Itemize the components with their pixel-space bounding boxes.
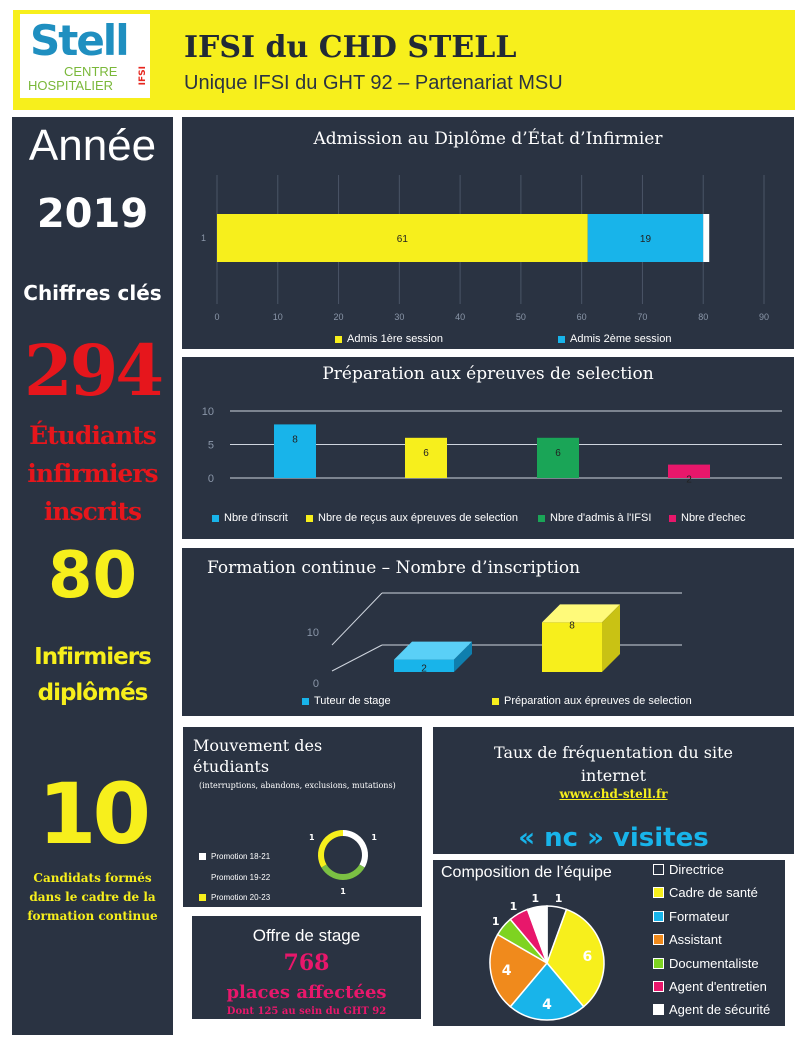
- taux-panel: [433, 727, 794, 854]
- page-subtitle: Unique IFSI du GHT 92 – Partenariat MSU: [184, 72, 563, 94]
- y-tick-label: 0: [312, 678, 319, 690]
- x-tick-label: 90: [758, 312, 770, 322]
- offre-panel: [192, 916, 421, 1019]
- preparation-bar-label: 6: [423, 447, 429, 459]
- preparation-bar-label: 2: [686, 474, 692, 486]
- legend-swatch: [653, 981, 664, 992]
- legend-swatch: [306, 515, 313, 522]
- pie-value-label: 4: [542, 997, 552, 1014]
- preparation-chart-title: Préparation aux épreuves de selection: [322, 364, 654, 384]
- donut-segment: [324, 866, 362, 877]
- formation-bar-label: 2: [421, 663, 427, 675]
- donut-value-label: 1: [309, 833, 315, 842]
- legend-promo-2023: Promotion 20-23: [199, 893, 270, 902]
- legend-tuteur: Tuteur de stage: [302, 695, 391, 707]
- mouvement-title: Mouvement des étudiants: [193, 736, 323, 776]
- donut-segment: [321, 833, 343, 866]
- mouvement-subtitle: (interruptions, abandons, exclusions, mutations): [199, 781, 396, 790]
- pie-value-label: 1: [491, 914, 500, 928]
- logo-tag: IFSI: [138, 66, 148, 86]
- admission-chart-panel: [182, 117, 794, 349]
- pie-value-label: 4: [501, 963, 512, 980]
- formation-chart-title: Formation continue – Nombre d’inscription: [207, 558, 581, 578]
- x-tick-label: 80: [698, 312, 709, 322]
- legend-swatch: [558, 336, 565, 343]
- equipe-legend-item: [653, 862, 724, 877]
- legend-swatch: [653, 934, 664, 945]
- x-tick-label: 70: [637, 312, 648, 322]
- wall-edge: [332, 593, 382, 645]
- x-tick-label: 40: [455, 312, 466, 322]
- offre-label: places affectées: [226, 982, 387, 1003]
- students-label: Étudiants infirmiers inscrits: [27, 421, 158, 526]
- pie-value-label: 1: [531, 892, 540, 906]
- x-tick-label: 20: [333, 312, 344, 322]
- legend-admis-2: Admis 2ème session: [558, 333, 672, 345]
- y-tick-label: 0: [207, 473, 214, 485]
- page-title: IFSI du CHD STELL: [184, 30, 517, 65]
- equipe-legend-item: [653, 885, 758, 900]
- legend-swatch: [212, 515, 219, 522]
- legend-swatch: [653, 911, 664, 922]
- donut-value-label: 1: [371, 833, 377, 842]
- hospital-logo: [20, 14, 150, 98]
- key-figures-column: [12, 117, 173, 1035]
- equipe-legend-label: Formateur: [669, 908, 729, 924]
- legend-swatch: [653, 958, 664, 969]
- taux-title: Taux de fréquentation du site internet: [494, 743, 733, 785]
- legend-admis-ifsi: Nbre d'admis à l'IFSI: [538, 512, 651, 524]
- legend-preparation: Préparation aux épreuves de selection: [492, 695, 692, 707]
- x-tick-label: 60: [576, 312, 587, 322]
- students-count: 294: [23, 329, 162, 412]
- equipe-legend-item: [653, 1002, 770, 1017]
- equipe-legend-item: [653, 932, 722, 947]
- equipe-legend-label: Agent d'entretien: [669, 979, 767, 994]
- logo-brand: Stell: [30, 16, 128, 65]
- equipe-legend-label: Directrice: [669, 862, 724, 877]
- legend-swatch: [335, 336, 342, 343]
- y-tick-label: 5: [207, 439, 214, 452]
- offre-count: 768: [283, 950, 330, 976]
- preparation-chart-panel: [182, 357, 794, 539]
- year-value: 2019: [36, 191, 149, 237]
- preparation-bar-label: 8: [292, 434, 298, 446]
- legend-admis-1: Admis 1ère session: [335, 333, 443, 345]
- admission-chart-title: Admission au Diplôme d’État d’Infirmier: [313, 129, 663, 149]
- wall-edge: [332, 645, 382, 671]
- legend-swatch: [653, 1004, 664, 1015]
- equipe-legend-label: Agent de sécurité: [669, 1002, 771, 1018]
- legend-swatch: [653, 887, 664, 898]
- visits-count: « nc » visites: [518, 823, 709, 853]
- legend-swatch: [669, 515, 676, 522]
- donut-value-label: 1: [340, 887, 346, 896]
- y-tick-label: 10: [306, 627, 319, 639]
- equipe-legend-item: [653, 956, 759, 971]
- equipe-panel: [433, 860, 785, 1026]
- x-tick-label: 50: [515, 312, 526, 322]
- logo-line1: CENTRE: [64, 64, 118, 79]
- training-label: Candidats formés dans le cadre de la formation continue: [27, 871, 158, 923]
- chiffres-cles-heading: Chiffres clés: [23, 281, 162, 305]
- legend-echec: Nbre d'echec: [669, 512, 745, 524]
- legend-swatch: [302, 698, 309, 705]
- legend-swatch: [492, 698, 499, 705]
- equipe-legend-label: Assistant: [669, 932, 722, 948]
- training-count: 10: [38, 765, 147, 863]
- offre-subtitle: Dont 125 au sein du GHT 92: [226, 1006, 387, 1017]
- pie-value-label: 6: [582, 948, 593, 965]
- mouvement-panel: [183, 727, 422, 907]
- x-tick-label: 0: [214, 312, 220, 322]
- pie-value-label: 1: [509, 899, 518, 913]
- equipe-legend-item: [653, 979, 767, 994]
- admission-bar-remainder: [703, 214, 709, 262]
- y-tick-label: 10: [201, 406, 214, 418]
- admission-bar-label: 61: [396, 234, 408, 245]
- legend-inscrit: Nbre d'inscrit: [212, 512, 288, 524]
- preparation-bar: [274, 424, 316, 478]
- legend-promo-1821: Promotion 18-21: [199, 852, 270, 861]
- offre-title: Offre de stage: [252, 926, 361, 945]
- logo-line2: HOSPITALIER: [28, 78, 114, 93]
- mouvement-donut: [183, 727, 422, 907]
- admission-chart: [182, 117, 794, 349]
- equipe-legend-label: Cadre de santé: [669, 885, 758, 901]
- donut-segment: [343, 833, 365, 866]
- preparation-bar-label: 6: [555, 447, 561, 459]
- admission-row-label: 1: [201, 233, 207, 243]
- graduates-count: 80: [47, 539, 138, 613]
- formation-chart: [182, 548, 794, 716]
- graduates-label: Infirmiers diplômés: [34, 644, 151, 706]
- equipe-legend-label: Documentaliste: [669, 955, 759, 971]
- pie-value-label: 1: [554, 892, 563, 906]
- equipe-title: Composition de l’équipe: [441, 864, 612, 881]
- legend-swatch: [653, 864, 664, 875]
- formation-chart-panel: [182, 548, 794, 716]
- x-tick-label: 10: [272, 312, 283, 322]
- admission-bar-label: 19: [639, 234, 652, 245]
- website-link[interactable]: www.chd-stell.fr: [559, 787, 668, 801]
- formation-bar-label: 8: [569, 620, 575, 632]
- annee-label: Année: [28, 121, 157, 170]
- equipe-legend-item: [653, 909, 729, 924]
- x-tick-label: 30: [394, 312, 405, 322]
- legend-swatch: [538, 515, 545, 522]
- legend-promo-1922: Promotion 19-22: [199, 873, 270, 882]
- legend-recus: Nbre de reçus aux épreuves de selection: [306, 512, 518, 524]
